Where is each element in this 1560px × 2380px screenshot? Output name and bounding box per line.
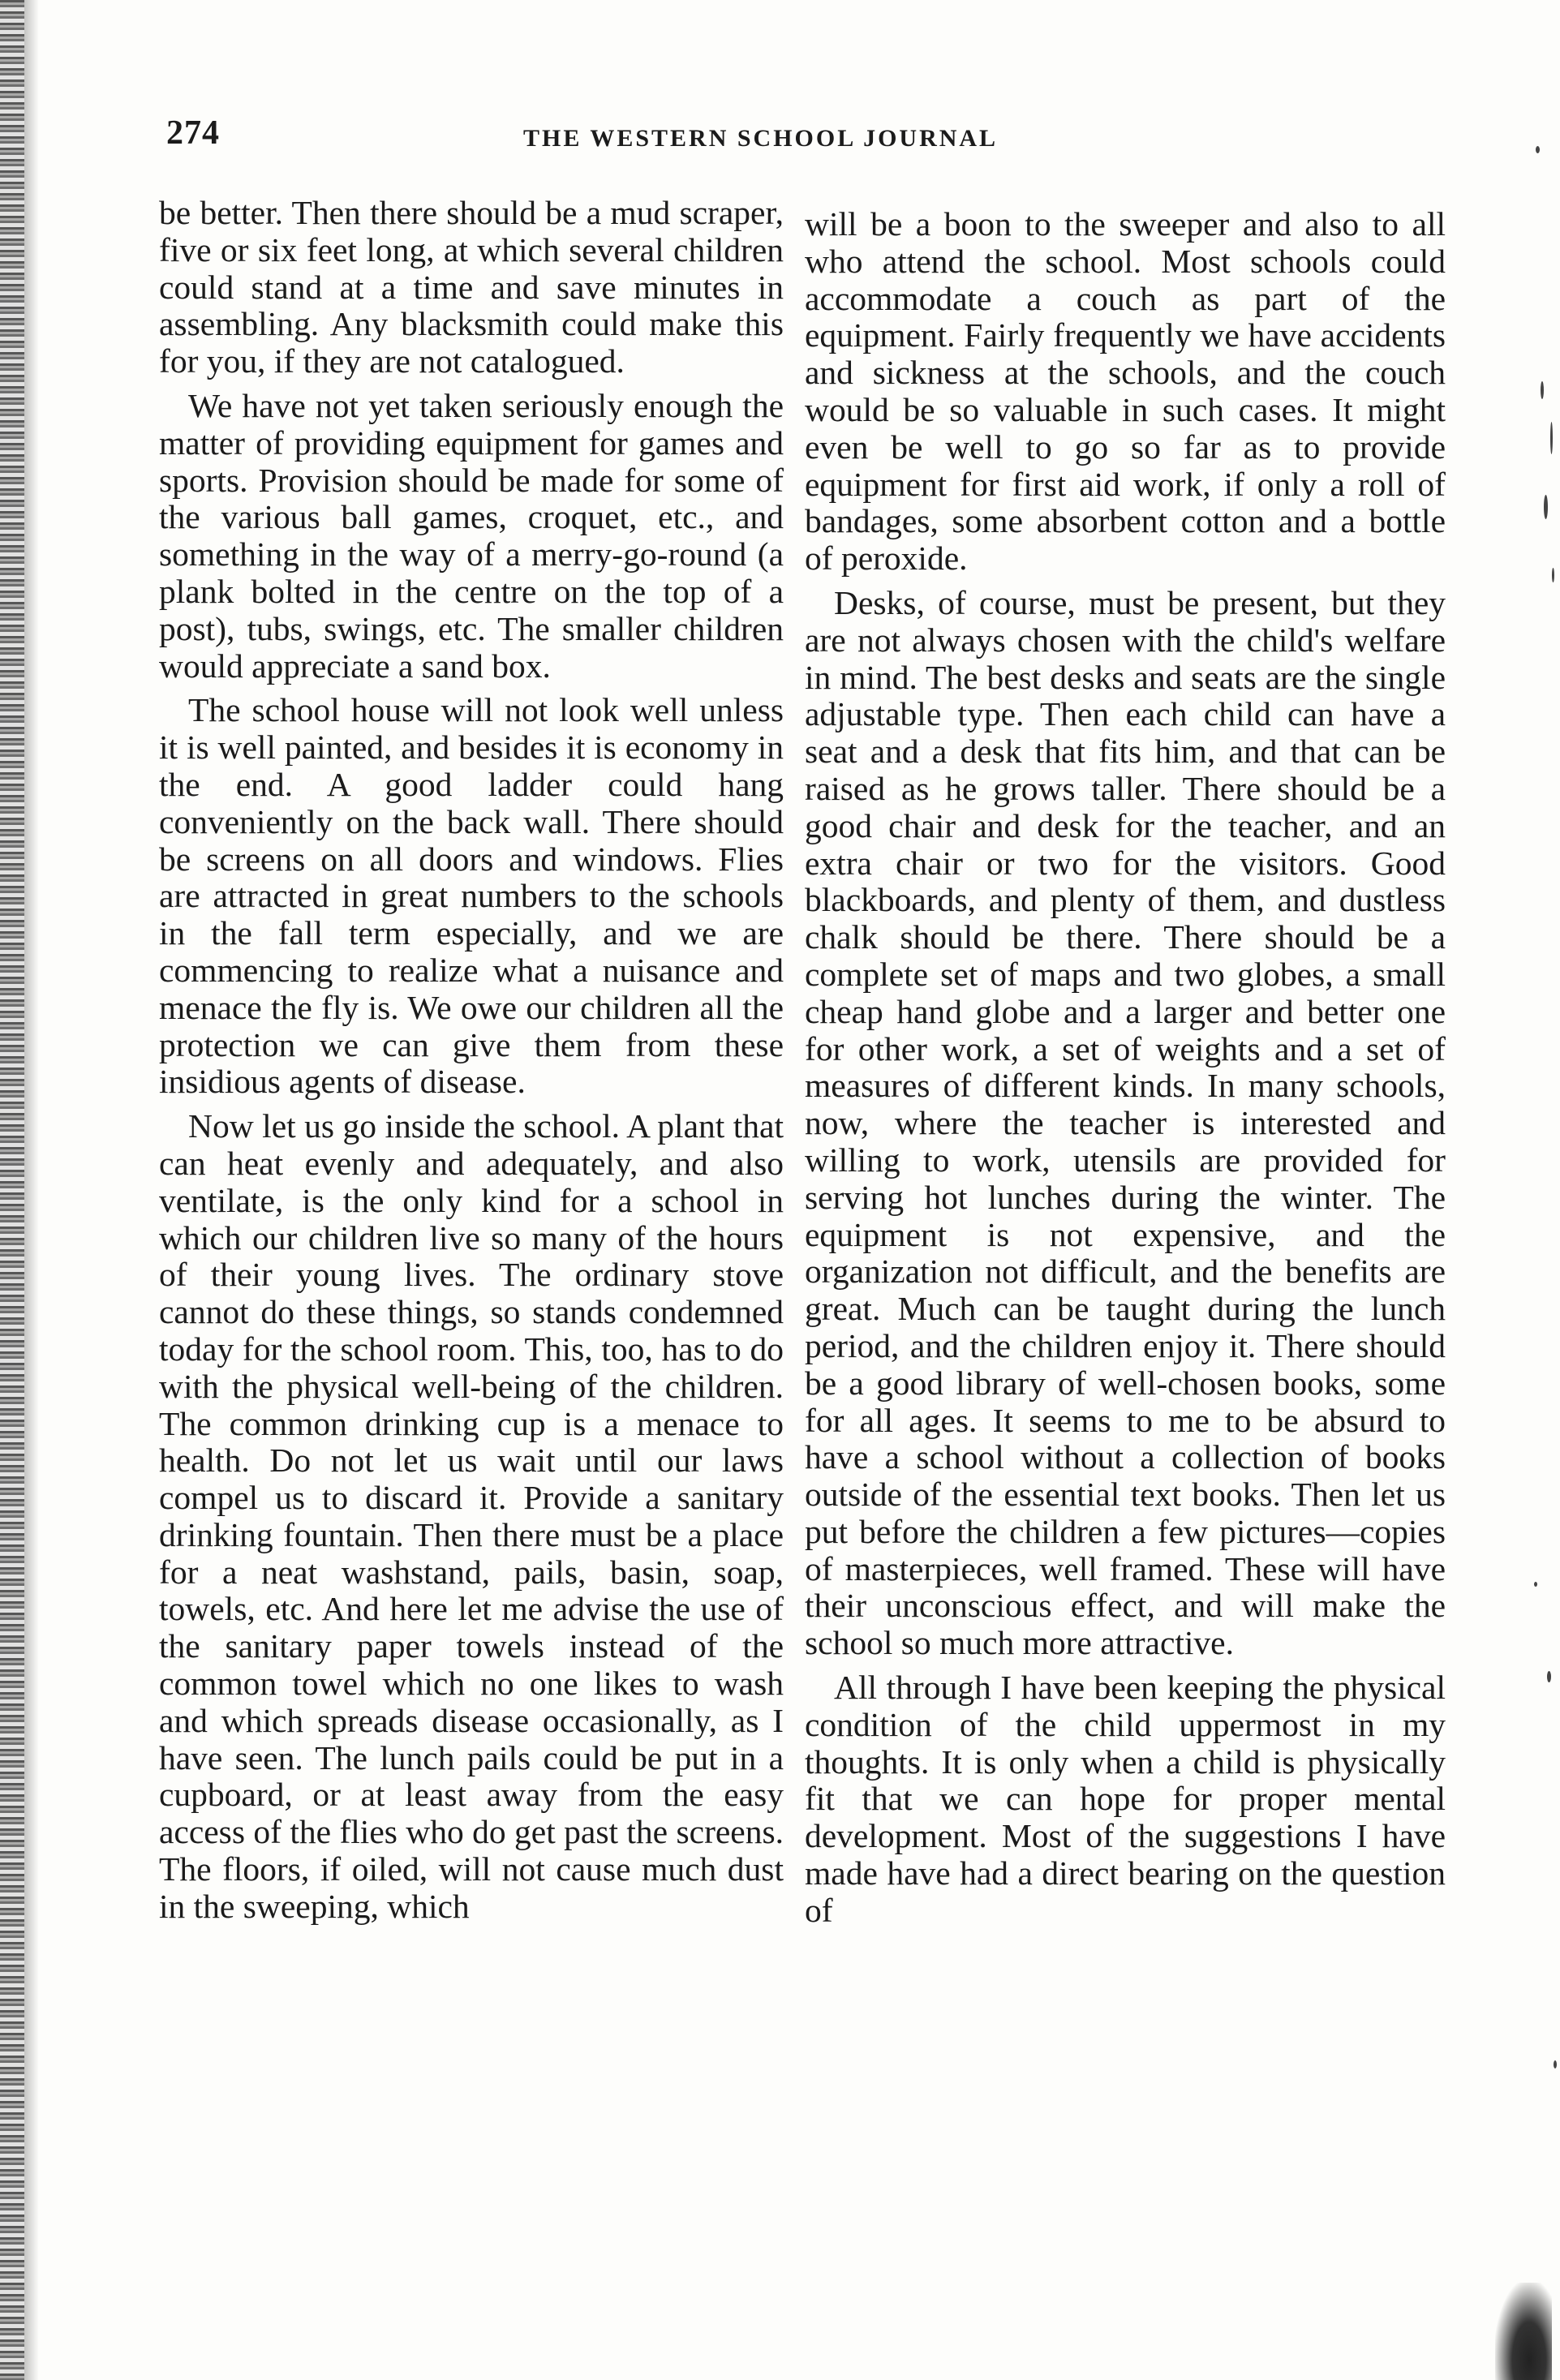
page-number: 274 [166, 114, 220, 152]
right-column [805, 206, 1446, 1937]
page-header [166, 114, 1432, 162]
scan-edge-specks [1511, 0, 1560, 2380]
scan-binding-shadow [24, 0, 39, 2380]
paragraph: All through I have been keeping the physical condition of the child uppermost in my thoughts. It is only when a child is physically fit that we can hope for proper mental development. Most of the suggestions I have made have had a direct bearing on the question of [805, 1669, 1446, 1929]
paragraph: Now let us go inside the school. A plant that can heat evenly and adequately, and also ventilate, is the only kind for a school in which our children live so many of the hours of their young lives. The ordinary stove cannot do these things, so stands condemned today for the school room. This, too, has to do with the physical well-being of the children. The common drinking cup is a menace to health. Do not let us wait until our laws compel us to discard it. Provide a sanitary drinking fountain. Then there must be a place for a neat washstand, pails, basin, soap, towels, etc. And here let me advise the use of the sanitary paper towels instead of the common towel which no one likes to wash and which spreads disease occasionally, as I have seen. The lunch pails could be put in a cupboard, or at least away from the easy access of the flies who do get past the screens. The floors, if oiled, will not cause much dust in the sweeping, which [159, 1107, 784, 1925]
paragraph: We have not yet taken seriously enough the matter of providing equipment for games and sports. Provision should be made for some of the various ball games, croquet, etc., and something in the way of a merry-go-round (a plank bolted in the centre on the top of a post), tubs, swings, etc. The smaller children would appreciate a sand box. [159, 386, 784, 685]
paragraph: Desks, of course, must be present, but they are not always chosen with the child's welfare in mind. The best desks and seats are the single adjustable type. Then each child can have a seat and a desk that fits him, and that can be raised as he grows taller. There should be a good chair and desk for the teacher, and an extra chair or two for the visitors. Good blackboards, and plenty of them, and dustless chalk should be there. There should be a complete set of maps and two globes, a small cheap hand globe and a larger and better one for other work, a set of weights and a set of measures of different kinds. In many schools, now, where the teacher is interested and willing to work, utensils are provided for serving hot lunches during the winter. The equipment is not expensive, and the organization not difficult, and the benefits are great. Much can be taught during the lunch period, and the children enjoy it. There should be a good library of well-chosen books, some for all ages. It seems to me to be absurd to have a school without a collection of books outside of the essential text books. Then let us put before the children a few pictures—copies of masterpieces, well framed. These will have their unconscious effect, and will make the school so much more attractive. [805, 583, 1446, 1662]
running-head: THE WESTERN SCHOOL JOURNAL [523, 125, 999, 152]
paragraph: will be a boon to the sweeper and also to all who attend the school. Most schools could accommodate a couch as part of the equipment. Fairly frequently we have accidents and sickness at the schools, and the couch would be so valuable in such cases. It might even be well to go so far as to provide equipment for first aid work, if only a roll of bandages, some absorbent cotton and a bottle of peroxide. [805, 205, 1446, 578]
scan-binding-edge [0, 0, 24, 2380]
scan-corner-blot [1495, 2283, 1552, 2380]
paragraph: be better. Then there should be a mud scraper, five or six feet long, at which several children could stand at a time and save minutes in assembling. Any blacksmith could make this for you, if they are not catalogued. [159, 194, 784, 380]
left-column [159, 195, 784, 1933]
paragraph: The school house will not look well unless it is well painted, and besides it is economy in the end. A good ladder could hang conveniently on the back wall. There should be screens on all doors and windows. Flies are attracted in great numbers to the schools in the fall term especially, and we are commencing to realize what a nuisance and menace the fly is. We owe our children all the protection we can give them from these insidious agents of disease. [159, 691, 784, 1101]
